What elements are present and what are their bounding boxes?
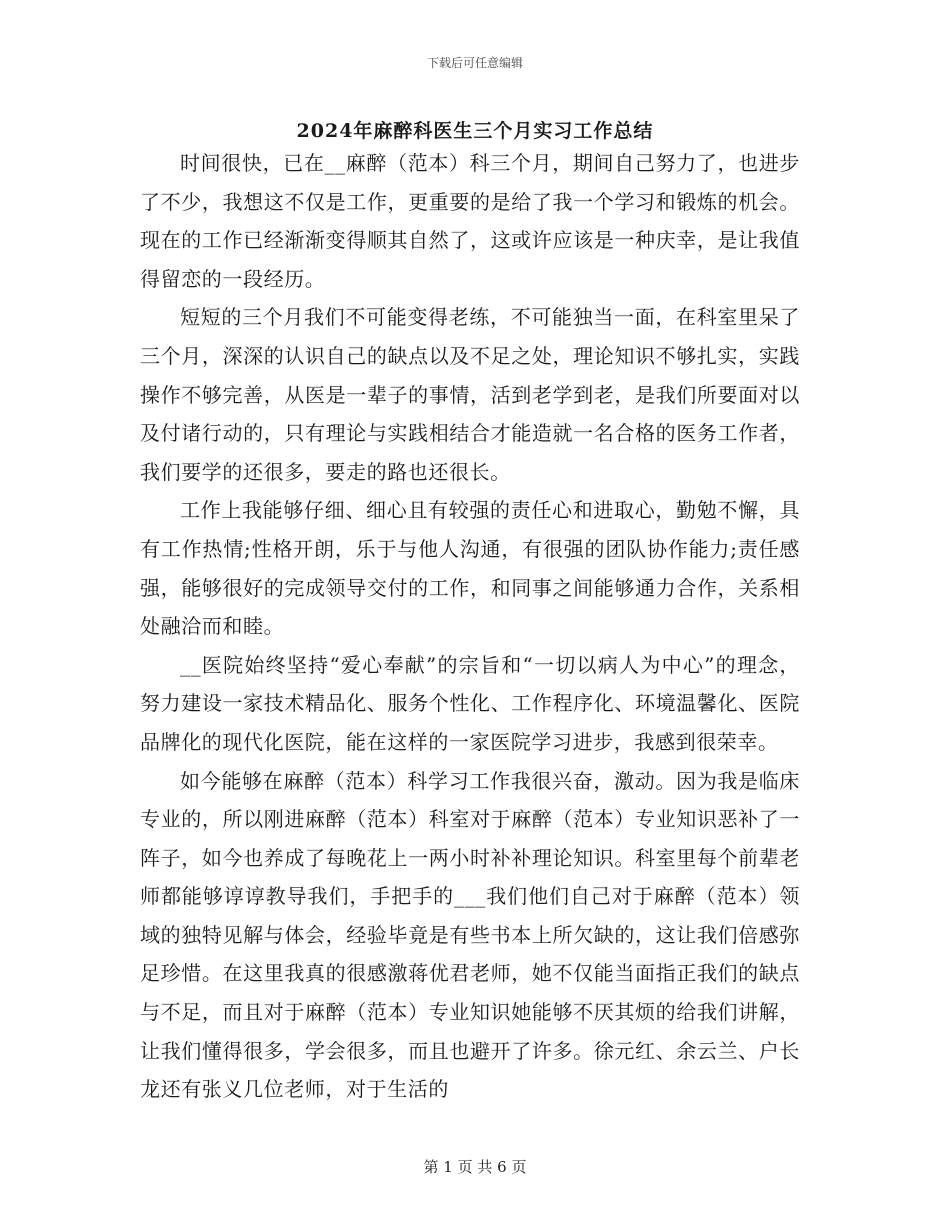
paragraph: 短短的三个月我们不可能变得老练，不可能独当一面，在科室里呆了三个月，深深的认识自己的缺点以及不足之处，理论知识不够扎实，实践操作不够完善，从医是一辈子的事情，活到老学到老，是我们所要面对以及付诸行动的，只有理论与实践相结合才能造就一名合格的医务工作者，我们要学的还很多，要走的路也还很长。	[140, 305, 800, 484]
paragraph: 工作上我能够仔细、细心且有较强的责任心和进取心，勤勉不懈，具有工作热情;性格开朗，乐于与他人沟通，有很强的团队协作能力;责任感强，能够很好的完成领导交付的工作，和同事之间能够通力合作，关系相处融洽而和睦。	[140, 498, 800, 639]
paragraph: __医院始终坚持“爱心奉献”的宗旨和“一切以病人为中心”的理念，努力建设一家技术精品化、服务个性化、工作程序化、环境温馨化、医院品牌化的现代化医院，能在这样的一家医院学习进步，我感到很荣幸。	[140, 652, 800, 754]
header-note: 下载后可任意编辑	[426, 56, 523, 70]
paragraph: 如今能够在麻醉（范本）科学习工作我很兴奋，激动。因为我是临床专业的，所以刚进麻醉（范本）科室对于麻醉（范本）专业知识恶补了一阵子，如今也养成了每晚花上一两小时补补理论知识。科室里每个前辈老师都能够谆谆教导我们，手把手的___我们他们自己对于麻醉（范本）领域的独特见解与体会，经验毕竟是有些书本上所欠缺的，这让我们倍感弥足珍惜。在这里我真的很感激蒋优君老师，她不仅能当面指正我们的缺点与不足，而且对于麻醉（范本）专业知识她能够不厌其烦的给我们讲解，让我们懂得很多，学会很多，而且也避开了许多。徐元红、余云兰、户长龙还有张义几位老师，对于生活的	[140, 768, 800, 1102]
paragraph: 时间很快，已在__麻醉（范本）科三个月，期间自己努力了，也进步了不少，我想这不仅是工作，更重要的是给了我一个学习和锻炼的机会。现在的工作已经渐渐变得顺其自然了，这或许应该是一种庆幸，是让我值得留恋的一段经历。	[140, 151, 800, 291]
document-title: 2024年麻醉科医生三个月实习工作总结	[296, 120, 654, 142]
document-body	[140, 144, 800, 1109]
page-number: 第 1 页 共 6 页	[423, 1158, 527, 1176]
